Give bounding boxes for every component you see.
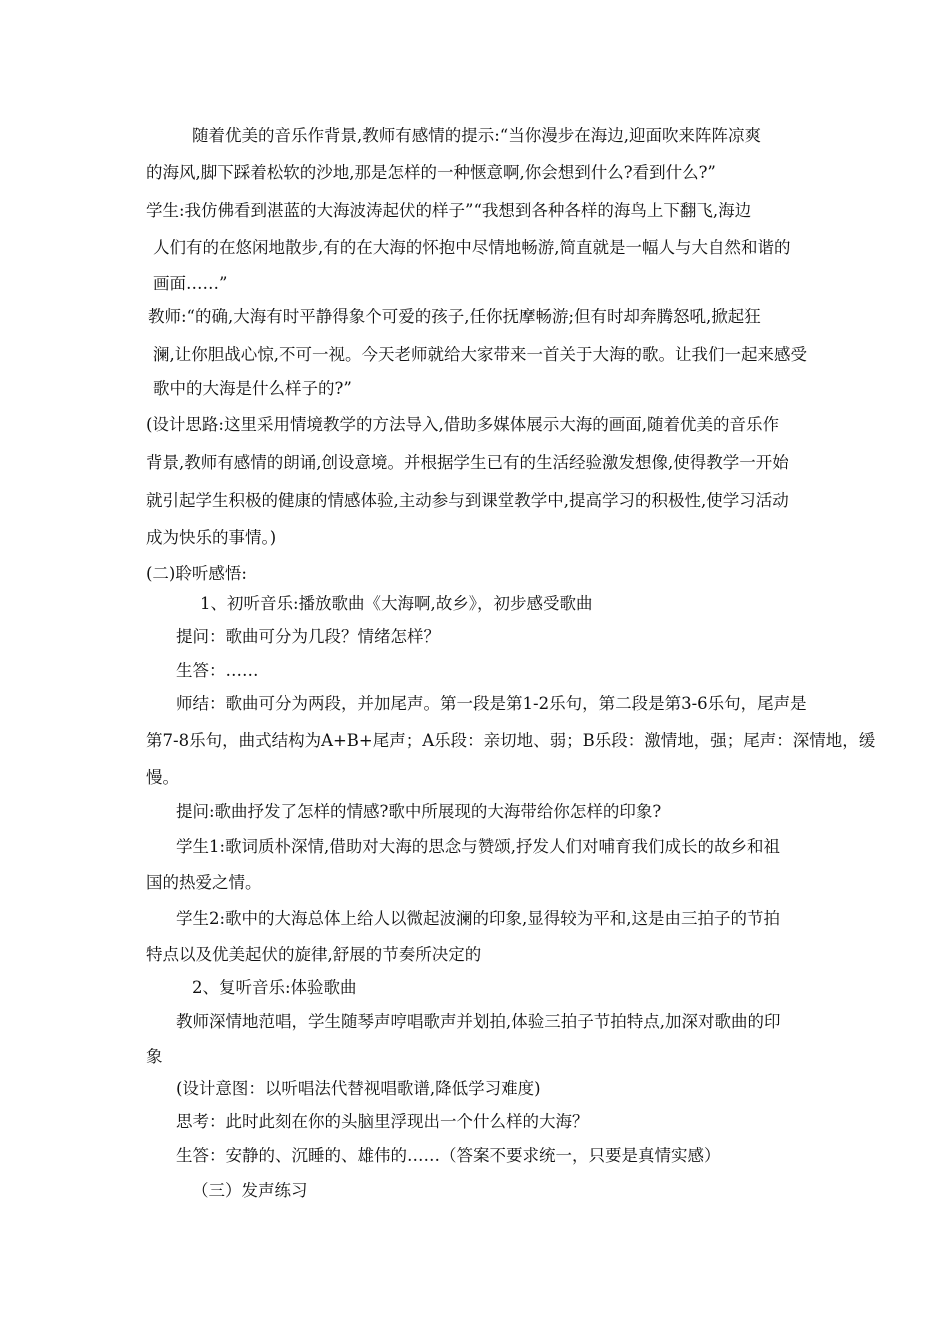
paragraph-line: 国的热爱之情。 [146,873,262,892]
paragraph-line: 教师:“的确,大海有时平静得象个可爱的孩子,任你抚摩畅游;但有时却奔腾怒吼,掀起狂 [148,307,761,326]
paragraph-line: 生答：安静的、沉睡的、雄伟的……（答案不要求统一，只要是真情实感） [176,1146,721,1165]
paragraph-line: 2、复听音乐:体验歌曲 [192,978,357,997]
paragraph-line: 的海风,脚下踩着松软的沙地,那是怎样的一种惬意啊,你会想到什么?看到什么?” [146,163,716,182]
section-heading: （三）发声练习 [192,1181,308,1200]
paragraph-line: 师结：歌曲可分为两段，并加尾声。第一段是第1-2乐句，第二段是第3-6乐句，尾声是 [176,694,807,713]
paragraph-line: 背景,教师有感情的朗诵,创设意境。并根据学生已有的生活经验激发想像,使得教学一开始 [146,453,789,472]
paragraph-line: 提问：歌曲可分为几段？情绪怎样？ [176,627,440,646]
paragraph-line: 人们有的在悠闲地散步,有的在大海的怀抱中尽情地畅游,简直就是一幅人与大自然和谐的 [153,238,791,257]
paragraph-line: 澜,让你胆战心惊,不可一视。今天老师就给大家带来一首关于大海的歌。让我们一起来感受 [153,345,807,364]
paragraph-line: 就引起学生积极的健康的情感体验,主动参与到课堂教学中,提高学习的积极性,使学习活动 [146,491,789,510]
paragraph-line: (设计思路:这里采用情境教学的方法导入,借助多媒体展示大海的画面,随着优美的音乐作 [146,415,779,434]
paragraph-line: 思考：此时此刻在你的头脑里浮现出一个什么样的大海？ [176,1112,589,1131]
paragraph-line: 学生1:歌词质朴深情,借助对大海的思念与赞颂,抒发人们对哺育我们成长的故乡和祖 [176,837,781,856]
paragraph-line: 提问:歌曲抒发了怎样的情感?歌中所展现的大海带给你怎样的印象? [176,802,662,821]
paragraph-line: 1、初听音乐:播放歌曲《大海啊,故乡》，初步感受歌曲 [200,594,593,613]
paragraph-line: 生答：…… [176,661,259,680]
paragraph-line: (设计意图：以听唱法代替视唱歌谱,降低学习难度) [176,1079,541,1098]
paragraph-line: 教师深情地范唱，学生随琴声哼唱歌声并划拍,体验三拍子节拍特点,加深对歌曲的印 [176,1012,781,1031]
paragraph-line: 随着优美的音乐作背景,教师有感情的提示:“当你漫步在海边,迎面吹来阵阵凉爽 [192,126,761,145]
paragraph-line: 第7-8乐句，曲式结构为A+B+尾声；A乐段：亲切地、弱；B乐段：激情地，强；尾声：深情地，缓 [146,731,876,750]
paragraph-line: 特点以及优美起伏的旋律,舒展的节奏所决定的 [146,945,482,964]
paragraph-line: 歌中的大海是什么样子的?” [153,379,352,398]
paragraph-line: 学生:我仿佛看到湛蓝的大海波涛起伏的样子”“我想到各种各样的海鸟上下翻飞,海边 [146,201,752,220]
paragraph-line: 画面……” [153,274,228,293]
paragraph-line: 慢。 [146,768,179,787]
paragraph-line: 象 [146,1047,163,1066]
section-heading: (二)聆听感悟: [146,564,247,583]
paragraph-line: 成为快乐的事情。) [146,528,277,547]
paragraph-line: 学生2:歌中的大海总体上给人以微起波澜的印象,显得较为平和,这是由三拍子的节拍 [176,909,781,928]
